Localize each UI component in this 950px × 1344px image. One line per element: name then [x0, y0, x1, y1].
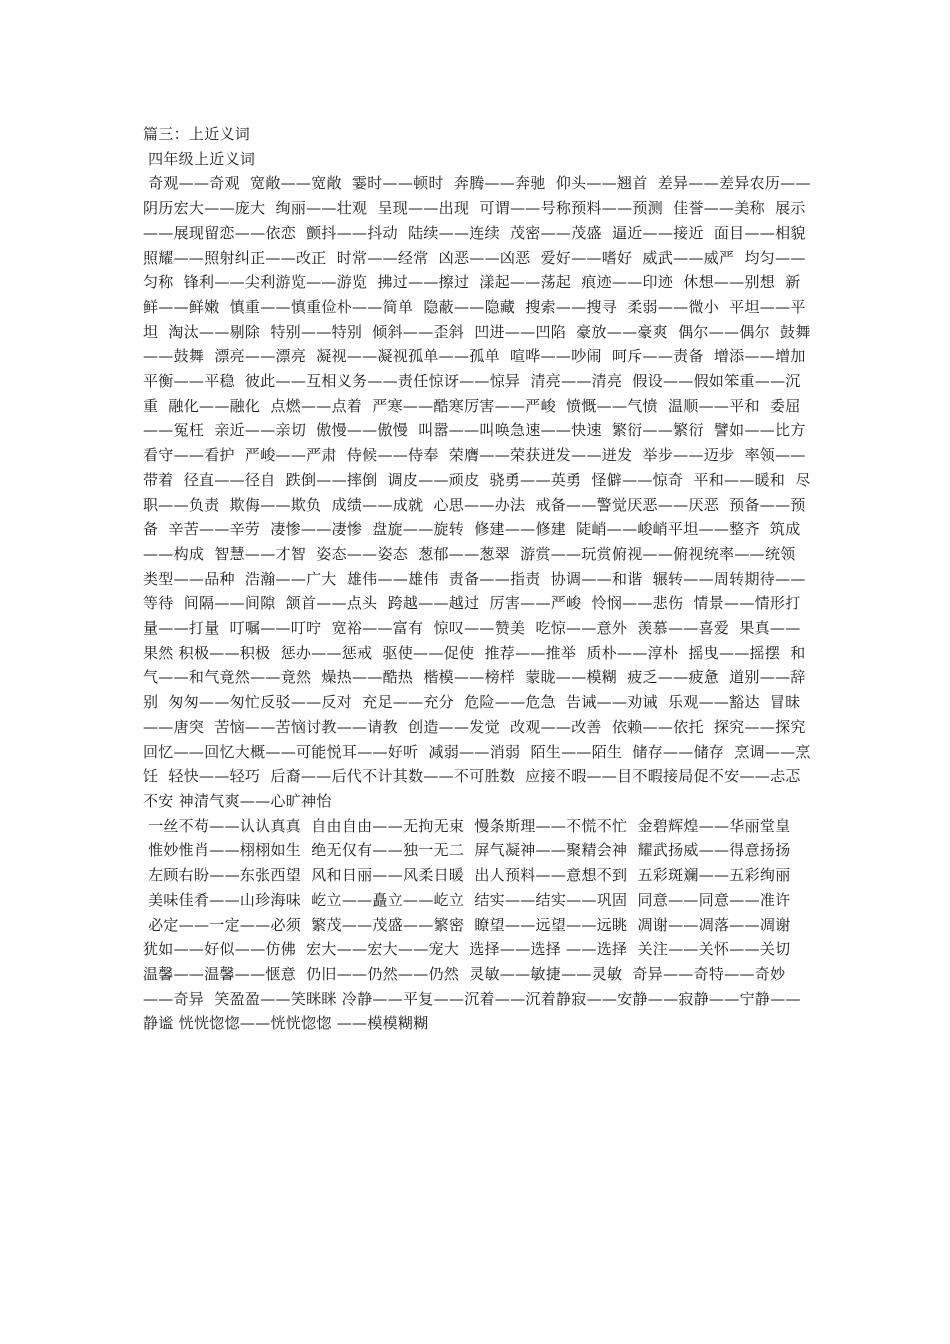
- document-subheading: 四年级上近义词: [143, 149, 256, 168]
- synonym-paragraph-triples-2: 必定——一定——必须 繁茂——茂盛——繁密 瞭望——远望——远眺 凋谢——凋落——凋谢 犹如——好似——仿佛 宏大——宏大——宠大 选择——选择 ——选择 关注——关怀——关切 温馨——温馨——惬意 仍旧——仍然——仍然 灵敏——敏捷——灵敏 奇异——奇特——奇妙——奇异 笑盈盈——笑眯眯 冷静——平复——沉着——沉着静寂——安静——寂静——宁静——静谧 恍恍惚惚——恍恍惚惚 ——模模糊糊: [143, 915, 801, 1033]
- synonym-paragraph-idioms-3: 左顾右盼——东张西望 风和日丽——风柔日暖 出人预料——意想不到 五彩斑斓——五彩绚丽: [143, 866, 791, 885]
- synonym-paragraph-idioms-1: 一丝不苟——认认真真 自由自由——无拘无束 慢条斯理——不慌不忙 金碧辉煌——华丽堂皇: [143, 816, 791, 835]
- synonym-paragraph-triples-1: 美味佳肴——山珍海味 屹立——矗立——屹立 结实——结实——巩固 同意——同意——准许: [143, 890, 791, 909]
- document-body: [143, 122, 816, 1036]
- synonym-paragraph-main: 奇观——奇观 宽敞——宽敞 霎时——顿时 奔腾——奔驰 仰头——翘首 差异——差异农历——阴历宏大——庞大 绚丽——壮观 呈现——出现 可谓——号称预料——预测 佳誉——美称 展示——展现留恋——依恋 颤抖——抖动 陆续——连续 茂密——茂盛 逼近——接近 面目——相貌 照耀——照射纠正——改正 时常——经常 凶恶——凶恶 爱好——嗜好 威武——威严 均匀——匀称 锋利——尖利游览——游览 拂过——擦过 漾起——荡起 痕迹——印迹 休想——别想 新鲜——鲜嫩 慎重——慎重俭朴——简单 隐蔽——隐藏 搜索——搜寻 柔弱——微小 平坦——平坦 淘汰——剔除 特别——特别 倾斜——歪斜 凹进——凹陷 豪放——豪爽 偶尔——偶尔 鼓舞——鼓舞 漂亮——漂亮 凝视——凝视孤单——孤单 喧哗——吵闹 呵斥——责备 增添——增加 平衡——平稳 彼此——互相义务——责任惊讶——惊异 清亮——清亮 假设——假如笨重——沉重 融化——融化 点燃——点着 严寒——酷寒厉害——严峻 愤慨——气愤 温顺——平和 委屈——冤枉 亲近——亲切 傲慢——傲慢 叫嚣——叫唤急速——快速 繁衍——繁衍 譬如——比方 看守——看护 严峻——严肃 侍候——侍奉 荣膺——荣获迸发——迸发 举步——迈步 率领——带着 径直——径自 跌倒——摔倒 调皮——顽皮 骁勇——英勇 怪僻——惊奇 平和——暖和 尽职——负责 欺侮——欺负 成绩——成就 心思——办法 戒备——警觉厌恶——厌恶 预备——预备 辛苦——辛劳 凄惨——凄惨 盘旋——旋转 修建——修建 陡峭——峻峭平坦——整齐 筑成——构成 智慧——才智 姿态——姿态 葱郁——葱翠 游赏——玩赏俯视——俯视统率——统领 类型——品种 浩瀚——广大 雄伟——雄伟 责备——指责 协调——和谐 辗转——周转期待——等待 间隔——间隙 颔首——点头 跨越——越过 厉害——严峻 怜悯——悲伤 情景——情形打量——打量 叮嘱——叮咛 宽裕——富有 惊叹——赞美 吃惊——意外 羡慕——喜爱 果真——果然 积极——积极 惩办——惩戒 驱使——促使 推荐——推举 质朴——淳朴 摇曳——摇摆 和气——和气竟然——竟然 燥热——酷热 楷模——榜样 蒙眬——模糊 疲乏——疲惫 道别——辞别 匆匆——匆忙反驳——反对 充足——充分 危险——危急 告诫——劝诫 乐观——豁达 冒昧——唐突 苦恼——苦恼讨教——请教 创造——发觉 改观——改善 依赖——依托 探究——探究 回忆——回忆大概——可能悦耳——好听 减弱——消弱 陌生——陌生 储存——储存 烹调——烹饪 轻快——轻巧 后裔——后代不计其数——不可胜数 应接不暇——目不暇接局促不安——忐忑不安 神清气爽——心旷神怡: [143, 174, 816, 810]
- synonym-paragraph-idioms-2: 惟妙惟肖——栩栩如生 绝无仅有——独一无二 屏气凝神——聚精会神 耀武扬威——得意扬扬: [143, 841, 791, 860]
- document-heading: 篇三：上近义词: [143, 125, 251, 143]
